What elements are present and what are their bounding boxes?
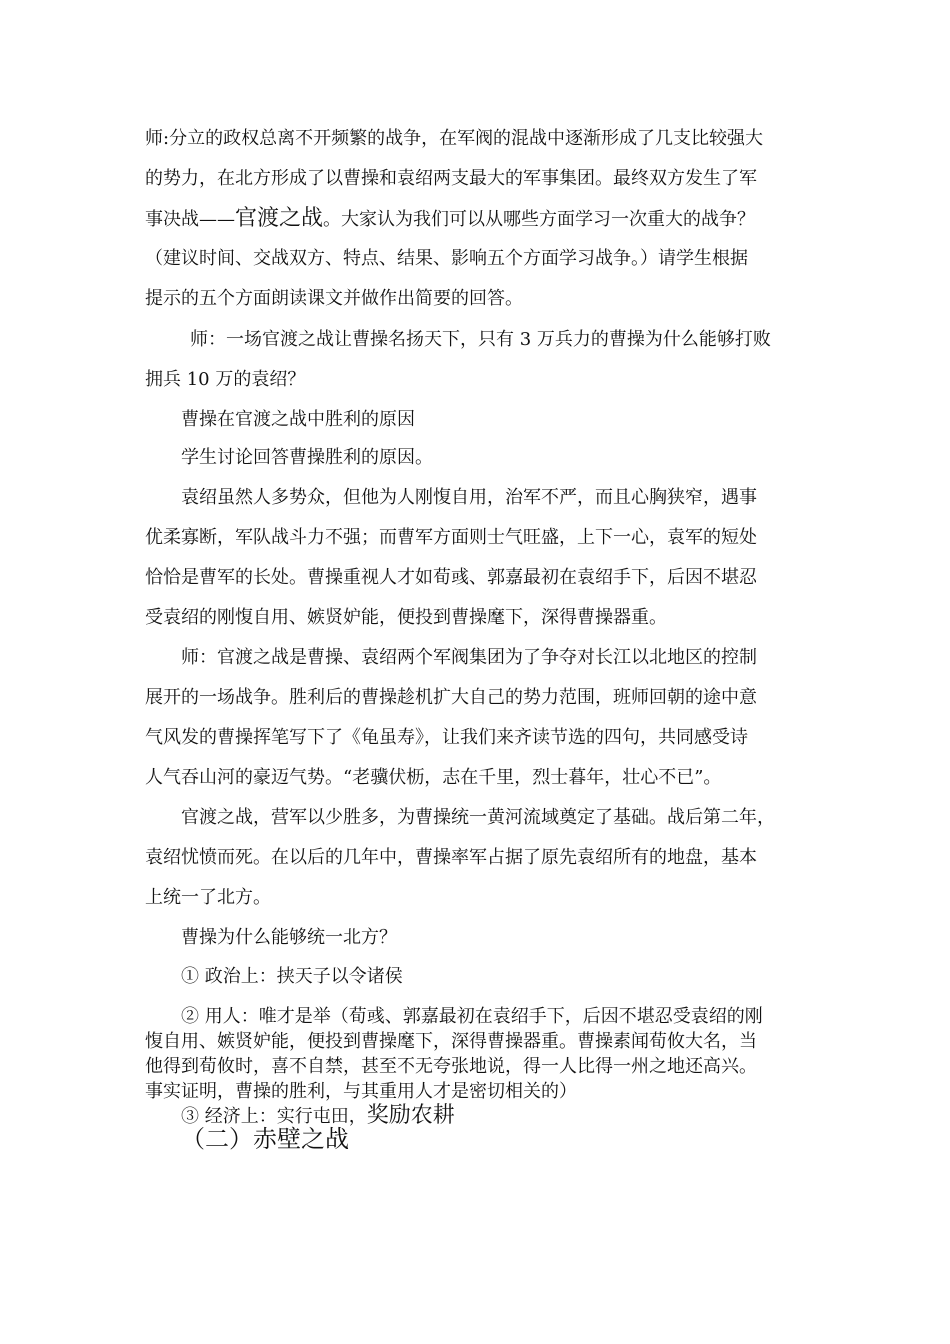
text-run: 奖励农耕 (366, 1103, 455, 1128)
paragraph-line: ② 用人：唯才是举（荀彧、郭嘉最初在袁绍手下，后因不堪忍受袁绍的刚 (181, 1006, 763, 1027)
paragraph-line: 拥兵 10 万的袁绍？ (145, 369, 306, 390)
emphasis-text: 官渡之战 (235, 206, 324, 231)
paragraph-line: 恰恰是曹军的长处。曹操重视人才如荀彧、郭嘉最初在袁绍手下，后因不堪忍 (145, 567, 757, 588)
paragraph-line: 上统一了北方。 (145, 887, 271, 908)
paragraph-line: 受袁绍的刚愎自用、嫉贤妒能，便投到曹操麾下，深得曹操器重。 (145, 607, 667, 628)
paragraph-line: 师：官渡之战是曹操、袁绍两个军阀集团为了争夺对长江以北地区的控制 (181, 647, 757, 668)
paragraph-line: 袁绍忧愤而死。在以后的几年中，曹操率军占据了原先袁绍所有的地盘，基本 (145, 847, 757, 868)
paragraph-line: 提示的五个方面朗读课文并做作出简要的回答。 (145, 288, 523, 309)
paragraph-line: 的势力，在北方形成了以曹操和袁绍两支最大的军事集团。最终双方发生了军 (145, 168, 757, 189)
paragraph-line: 事实证明，曹操的胜利，与其重用人才是密切相关的） (145, 1081, 577, 1102)
paragraph-line: 愎自用、嫉贤妒能，便投到曹操麾下，深得曹操器重。曹操素闻荀攸大名，当 (145, 1031, 757, 1052)
paragraph-line: 曹操在官渡之战中胜利的原因 (181, 409, 415, 430)
paragraph-line: 人气吞山河的豪迈气势。“老骥伏枥，志在千里，烈士暮年，壮心不已”。 (145, 767, 722, 788)
text-run: 。大家认为我们可以从哪些方面学习一次重大的战争？ (323, 209, 756, 230)
paragraph-line: （建议时间、交战双方、特点、结果、影响五个方面学习战争。）请学生根据 (145, 248, 748, 269)
paragraph-line (145, 207, 755, 232)
paragraph-line: 展开的一场战争。胜利后的曹操趁机扩大自己的势力范围，班师回朝的途中意 (145, 687, 757, 708)
paragraph-line: 学生讨论回答曹操胜利的原因。 (181, 447, 433, 468)
section-heading: （二）赤壁之战 (181, 1125, 349, 1153)
paragraph-line: 袁绍虽然人多势众，但他为人刚愎自用，治军不严，而且心胸狭窄，遇事 (181, 487, 757, 508)
text-run: 事决战—— (145, 209, 235, 230)
paragraph-line: 优柔寡断，军队战斗力不强；而曹军方面则士气旺盛，上下一心，袁军的短处 (145, 527, 757, 548)
paragraph-line: 师：一场官渡之战让曹操名扬天下，只有 3 万兵力的曹操为什么能够打败 (190, 329, 771, 350)
paragraph-line: 师:分立的政权总离不开频繁的战争，在军阀的混战中逐渐形成了几支比较强大 (145, 128, 764, 149)
paragraph-line: 曹操为什么能够统一北方？ (181, 927, 397, 948)
paragraph-line: ① 政治上：挟天子以令诸侯 (181, 966, 403, 987)
paragraph-line: 气风发的曹操挥笔写下了《龟虽寿》，让我们来齐读节选的四句，共同感受诗 (145, 727, 748, 748)
text-run: ③ 经济上：实行屯田， (181, 1106, 367, 1127)
paragraph-line: 官渡之战，营军以少胜多，为曹操统一黄河流域奠定了基础。战后第二年， (181, 807, 775, 828)
paragraph-line: 他得到荀攸时，喜不自禁，甚至不无夸张地说，得一人比得一州之地还高兴。 (145, 1056, 757, 1077)
